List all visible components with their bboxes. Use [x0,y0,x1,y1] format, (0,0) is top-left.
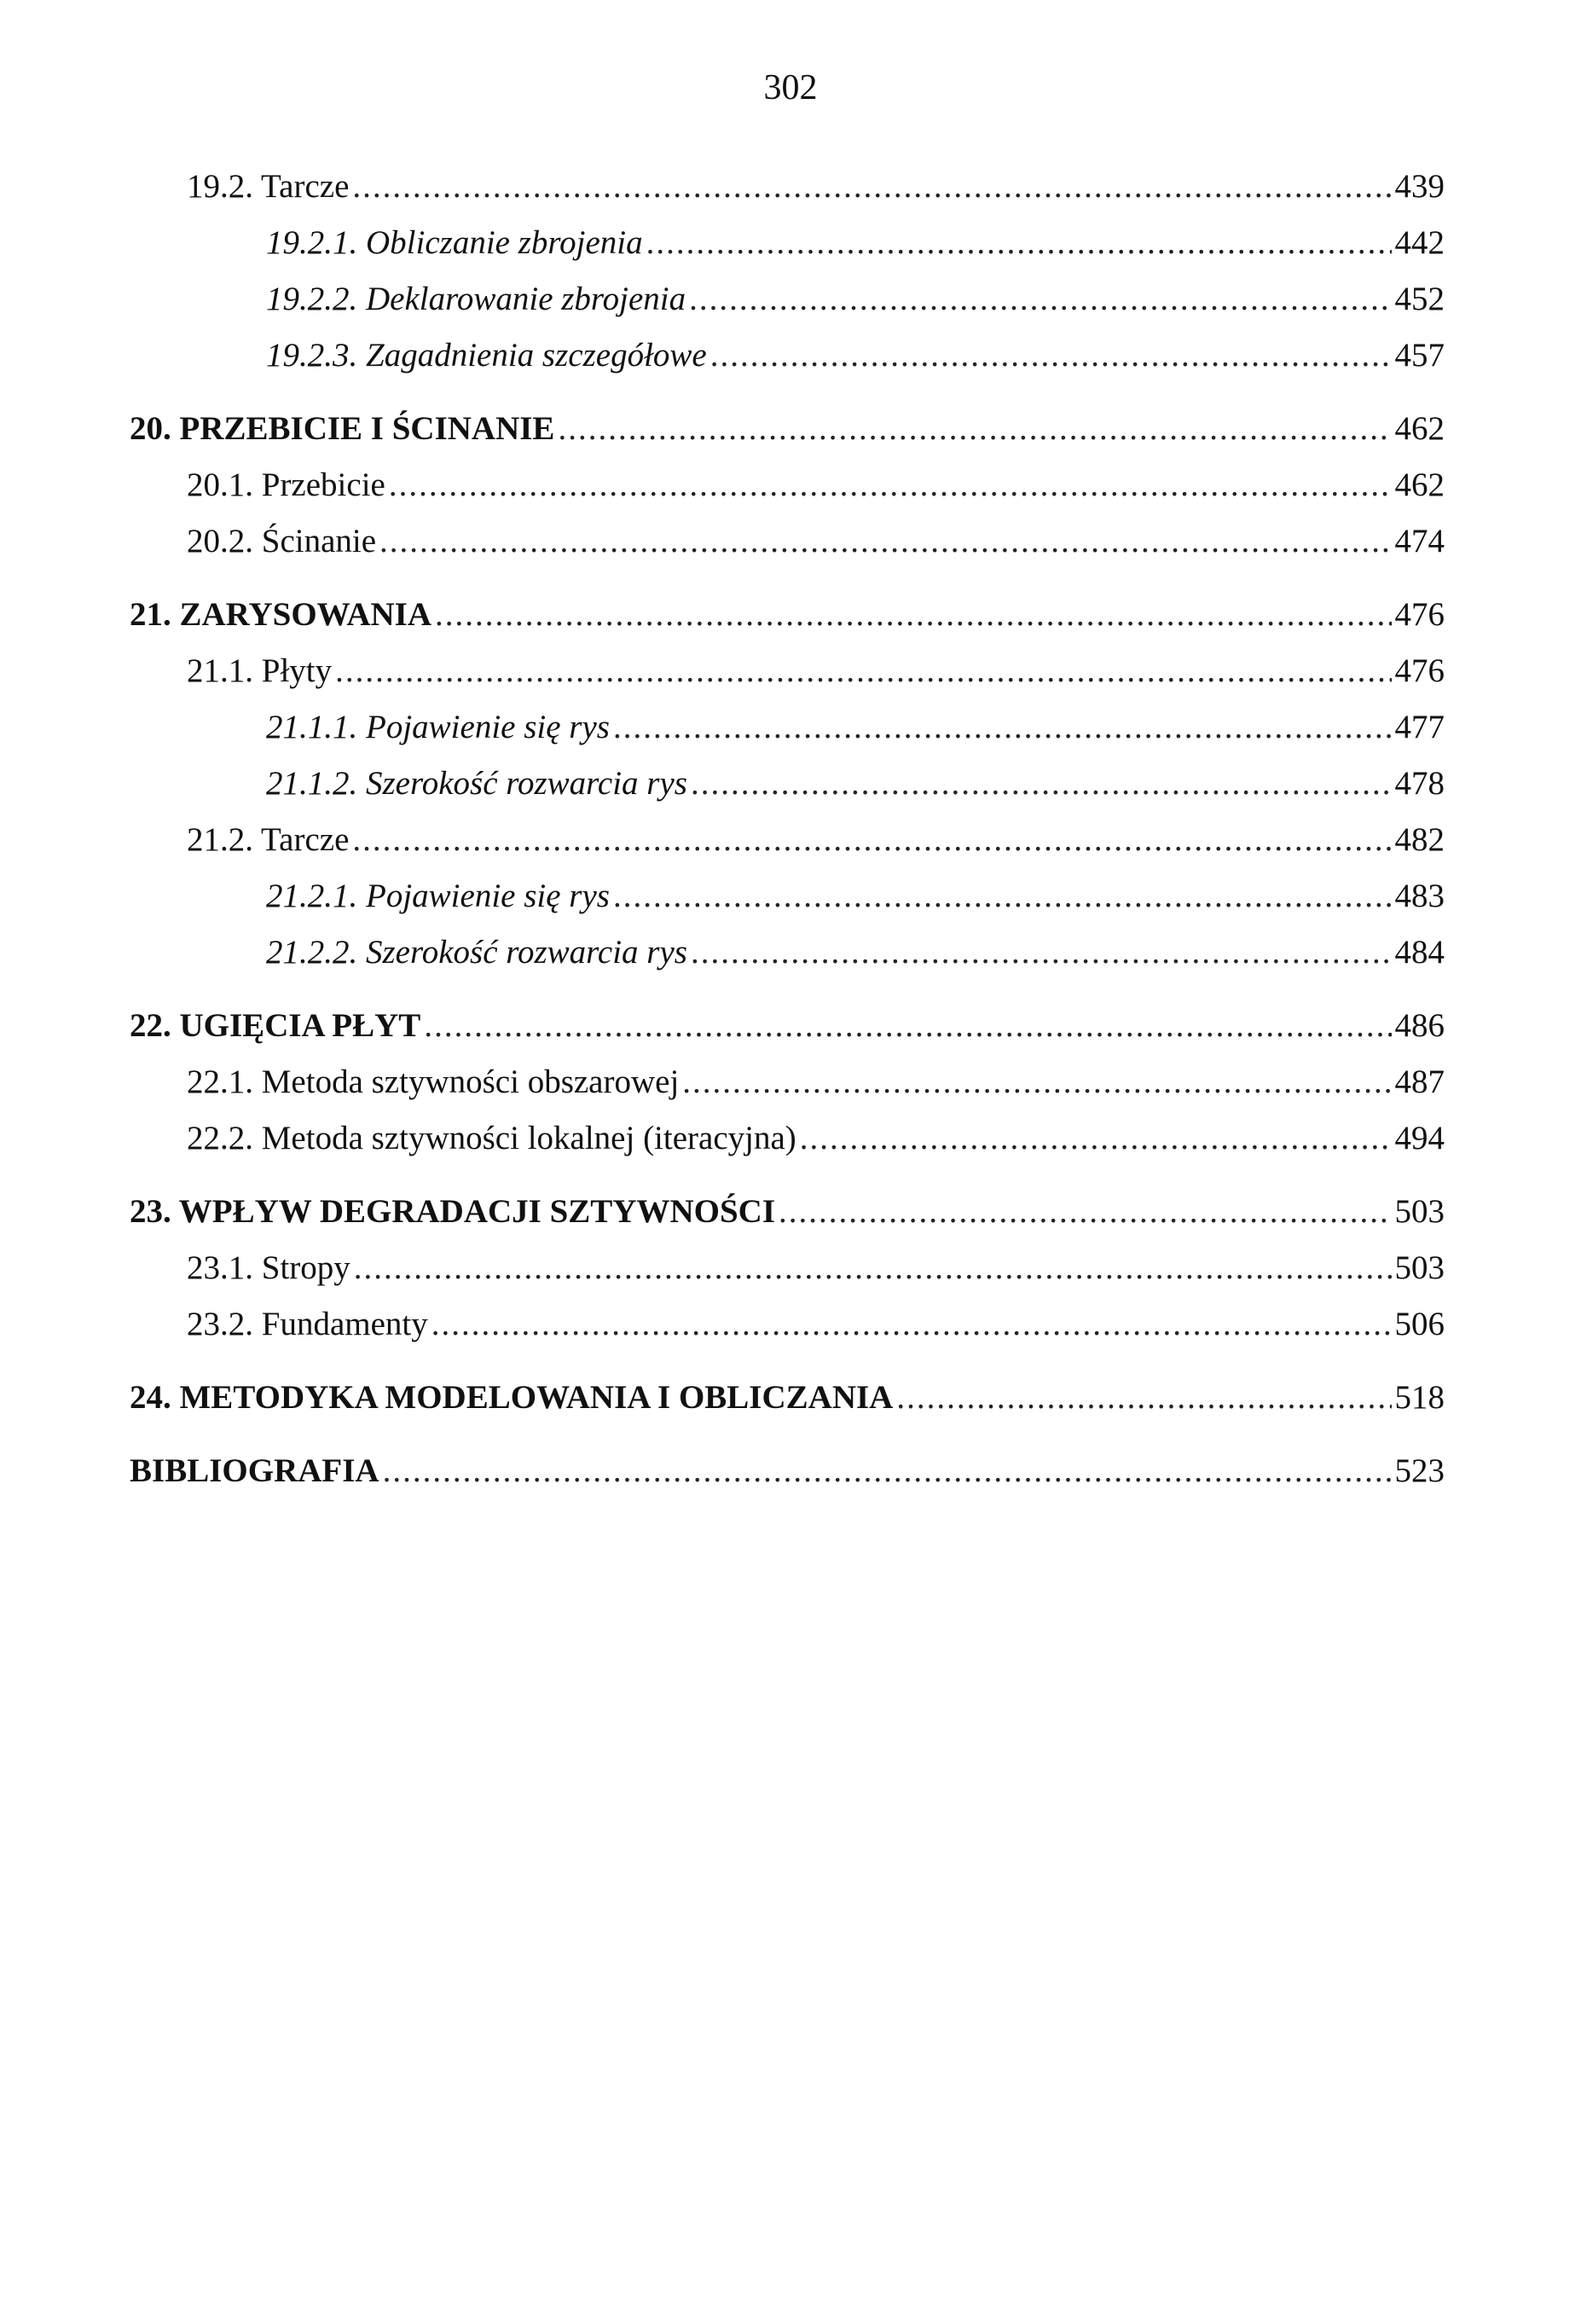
leader-dots [354,1249,1392,1287]
toc-entry-page: 482 [1394,821,1445,858]
toc-entry[interactable] [130,223,1445,280]
toc-entry-page: 462 [1394,410,1445,447]
leader-dots [379,522,1391,560]
toc-entry-page: 494 [1394,1120,1445,1156]
toc-entry-page: 506 [1394,1306,1445,1342]
toc-entry-page: 476 [1394,652,1445,689]
toc-entry-label: 21.2. Tarcze [187,821,350,858]
toc-entry-page: 484 [1394,934,1445,971]
toc-entry-label: 23. WPŁYW DEGRADACJI SZTYWNOŚCI [130,1193,776,1230]
toc-entry-page: 474 [1394,523,1445,559]
toc-entry-label: 19.2.3. Zagadnienia szczegółowe [266,337,707,374]
toc-entry-label: 24. METODYKA MODELOWANIA I OBLICZANIA [130,1379,894,1416]
leader-dots [435,595,1391,634]
toc-entry[interactable] [130,1305,1445,1361]
toc-entry[interactable] [130,466,1445,522]
toc-entry[interactable] [130,652,1445,708]
toc-entry-label: 22.2. Metoda sztywności lokalnej (iteracyjna) [187,1120,796,1156]
leader-dots [646,223,1392,262]
toc-entry-page: 457 [1394,337,1445,374]
toc-entry[interactable] [130,1119,1445,1175]
leader-dots [613,708,1392,746]
toc-entry[interactable] [130,336,1445,392]
toc-entry[interactable] [130,522,1445,578]
toc-entry-page: 503 [1394,1193,1445,1230]
toc-entry-label: 20. PRZEBICIE I ŚCINANIE [130,410,555,447]
toc-chapter-entry[interactable] [130,1378,1445,1434]
toc-entry-page: 452 [1394,281,1445,317]
toc-entry-page: 439 [1394,168,1445,205]
toc-entry-page: 503 [1394,1249,1445,1286]
toc-entry-label: 21.1. Płyty [187,652,333,689]
toc-entry[interactable] [130,877,1445,933]
toc-entry-label: 22. UGIĘCIA PŁYT [130,1007,421,1044]
leader-dots [352,167,1391,206]
toc-entry[interactable] [130,1063,1445,1119]
toc-entry[interactable] [130,708,1445,764]
toc-chapter-entry[interactable] [130,1006,1445,1063]
toc-entry-label: 21. ZARYSOWANIA [130,596,432,633]
toc-entry[interactable] [130,764,1445,820]
toc-entry-label: 22.1. Metoda sztywności obszarowej [187,1063,680,1100]
leader-dots [558,409,1391,448]
leader-dots [691,764,1392,803]
toc-entry-label: 20.2. Ścinanie [187,523,377,559]
toc-chapter-entry[interactable] [130,1192,1445,1249]
page-number: 302 [763,68,818,107]
toc-entry-label: 19.2. Tarcze [187,168,350,205]
leader-dots [352,820,1391,859]
toc-entry-page: 462 [1394,467,1445,503]
toc-entry-page: 478 [1394,765,1445,802]
toc-entry-page: 523 [1394,1452,1445,1489]
toc-entry[interactable] [130,280,1445,336]
toc-entry-page: 442 [1394,224,1445,261]
toc-entry[interactable] [130,167,1445,223]
toc-entry-page: 487 [1394,1063,1445,1100]
toc-entry-label: BIBLIOGRAFIA [130,1452,379,1489]
leader-dots [800,1119,1392,1157]
leader-dots [389,466,1392,504]
leader-dots [613,877,1392,915]
toc-entry-label: 23.1. Stropy [187,1249,350,1286]
toc-entry-label: 21.2.1. Pojawienie się rys [266,878,610,914]
leader-dots [896,1378,1391,1417]
toc-entry-label: 21.2.2. Szerokość rozwarcia rys [266,934,687,971]
leader-dots [691,933,1392,971]
toc-entry[interactable] [130,820,1445,877]
leader-dots [431,1305,1392,1343]
toc-entry-page: 477 [1394,709,1445,745]
toc-entry-label: 21.1.2. Szerokość rozwarcia rys [266,765,687,802]
toc-entry-page: 483 [1394,878,1445,914]
toc-entry[interactable] [130,1249,1445,1305]
leader-dots [682,1063,1391,1101]
table-of-contents [130,167,1445,1508]
toc-chapter-entry[interactable] [130,595,1445,652]
leader-dots [710,336,1392,374]
toc-entry-page: 518 [1394,1379,1445,1416]
toc-chapter-entry[interactable] [130,409,1445,466]
toc-entry-page: 476 [1394,596,1445,633]
toc-entry-label: 19.2.1. Obliczanie zbrojenia [266,224,643,261]
toc-chapter-entry[interactable] [130,1452,1445,1508]
toc-entry-label: 21.1.1. Pojawienie się rys [266,709,610,745]
leader-dots [424,1006,1391,1045]
leader-dots [335,652,1391,690]
toc-entry-label: 19.2.2. Deklarowanie zbrojenia [266,281,686,317]
toc-entry-label: 23.2. Fundamenty [187,1306,428,1342]
leader-dots [689,280,1391,318]
toc-entry-page: 486 [1394,1007,1445,1044]
leader-dots [779,1192,1391,1231]
toc-entry-label: 20.1. Przebicie [187,467,385,503]
toc-entry[interactable] [130,933,1445,989]
leader-dots [383,1452,1392,1490]
